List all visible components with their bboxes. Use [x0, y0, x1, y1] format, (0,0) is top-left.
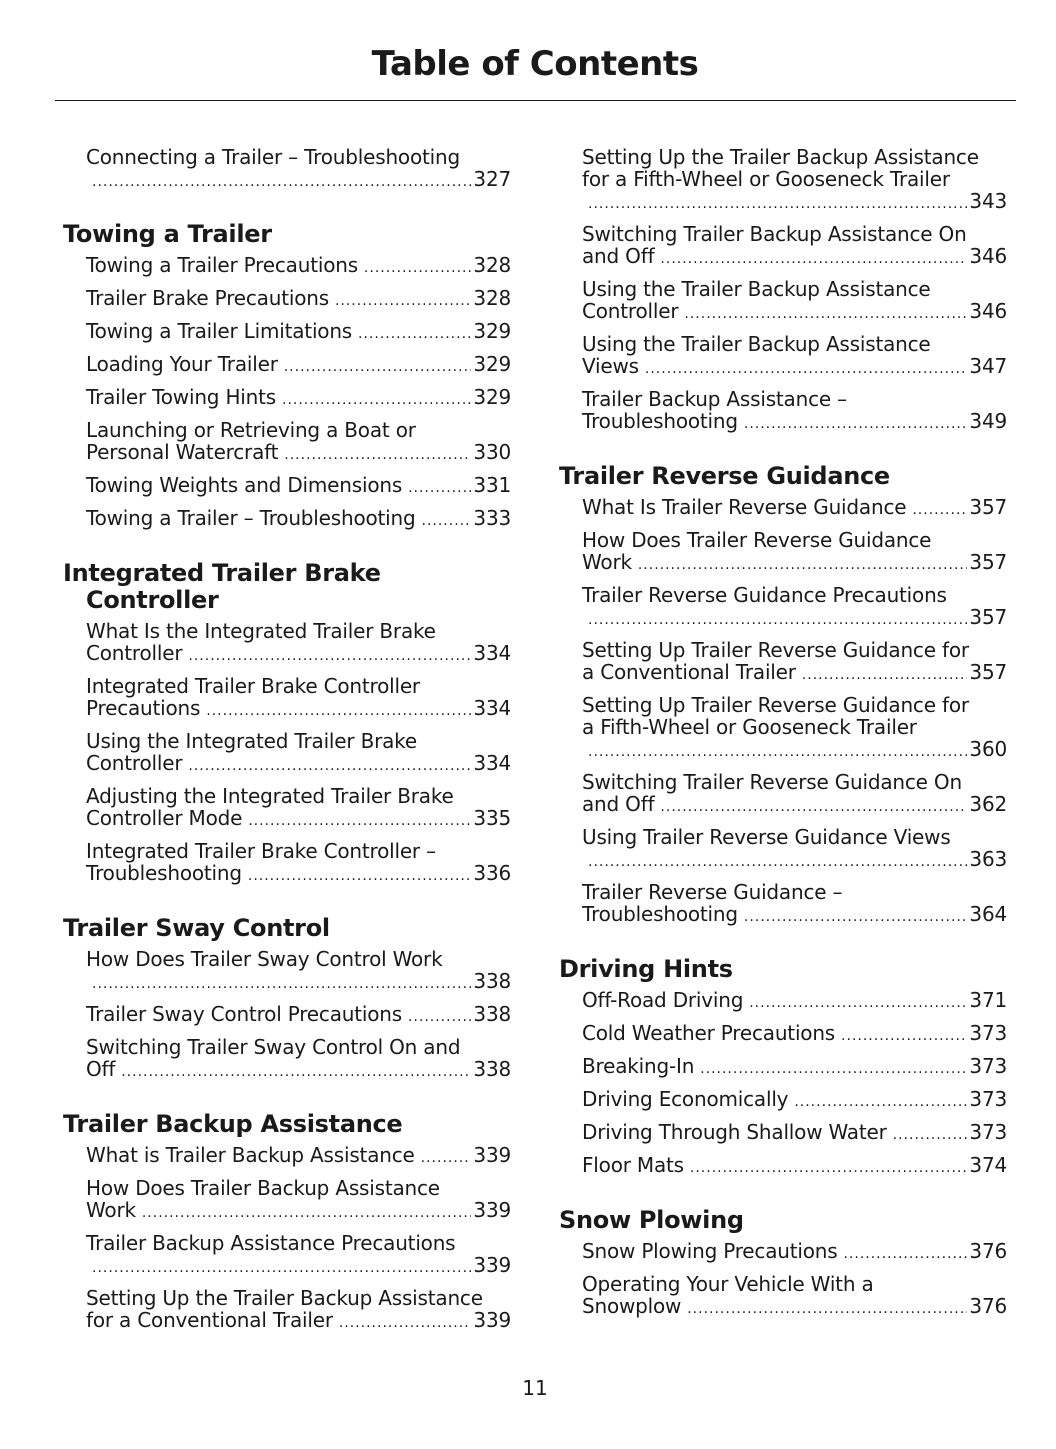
toc-entry-title: Off-Road Driving [582, 988, 744, 1012]
toc-line [582, 551, 1007, 576]
toc-entry-title: Driving Economically [582, 1087, 789, 1111]
toc-entry-title-cont: for a Fifth-Wheel or Gooseneck Trailer [582, 167, 950, 191]
toc-page-number: 333 [473, 506, 511, 530]
toc-leader-dots [188, 755, 471, 777]
toc-page-number: 338 [473, 969, 511, 993]
toc-line [86, 168, 511, 193]
toc-entry[interactable] [559, 771, 1007, 818]
toc-entry[interactable] [559, 639, 1007, 686]
section-heading: Trailer Sway Control [63, 914, 330, 942]
toc-leader-dots [700, 1058, 967, 1080]
toc-entry-title: Switching Trailer Backup Assistance On [582, 222, 967, 246]
toc-line [582, 989, 1007, 1014]
toc-leader-dots [92, 171, 471, 193]
toc-leader-dots [421, 1147, 472, 1169]
toc-entry-title: Controller [86, 641, 183, 665]
toc-page-number: 373 [969, 1054, 1007, 1078]
toc-entry-title: Controller [86, 751, 183, 775]
toc-entry-title: Floor Mats [582, 1153, 684, 1177]
toc-page-number: 334 [473, 751, 511, 775]
toc-line [86, 474, 511, 499]
toc-entry[interactable] [559, 333, 1007, 380]
toc-leader-dots [335, 290, 471, 312]
toc-leader-dots [284, 444, 471, 466]
toc-page-number: 347 [969, 354, 1007, 378]
toc-entry[interactable] [559, 1240, 1007, 1265]
toc-entry-title: Precautions [86, 696, 201, 720]
toc-entry-title: Trailer Backup Assistance – [582, 387, 847, 411]
toc-entry-title: Personal Watercraft [86, 440, 279, 464]
toc-line [582, 1121, 1007, 1146]
toc-leader-dots [843, 1243, 967, 1265]
toc-entry-title: a Conventional Trailer [582, 660, 796, 684]
toc-entry-title: Switching Trailer Sway Control On and [86, 1035, 461, 1059]
toc-line [582, 606, 1007, 631]
toc-line [86, 862, 511, 887]
toc-entry-title: Controller Mode [86, 806, 243, 830]
toc-entry-title: Snowplow [582, 1294, 682, 1318]
toc-entry-title: Breaking-In [582, 1054, 695, 1078]
toc-leader-dots [645, 358, 968, 380]
toc-page-number: 338 [473, 1057, 511, 1081]
toc-entry-title: Using the Trailer Backup Assistance [582, 277, 931, 301]
toc-entry-title: Integrated Trailer Brake Controller – [86, 839, 436, 863]
toc-entry[interactable] [63, 507, 511, 532]
toc-leader-dots [794, 1091, 967, 1113]
toc-page-number: 357 [969, 550, 1007, 574]
toc-entry[interactable] [63, 948, 511, 995]
toc-page-number: 373 [969, 1021, 1007, 1045]
toc-entry-title: Trailer Brake Precautions [86, 286, 329, 310]
toc-entry[interactable] [63, 1287, 511, 1334]
toc-page-number: 349 [969, 409, 1007, 433]
toc-page-number: 327 [473, 167, 511, 191]
toc-leader-dots [588, 609, 967, 631]
toc-line [86, 697, 511, 722]
toc-entry[interactable] [63, 840, 511, 887]
section-heading: Driving Hints [559, 955, 733, 983]
toc-entry-title: Loading Your Trailer [86, 352, 278, 376]
toc-line [582, 661, 1007, 686]
toc-entry[interactable] [63, 785, 511, 832]
toc-entry-title: How Does Trailer Sway Control Work [86, 947, 443, 971]
toc-entry-title: Setting Up the Trailer Backup Assistance [86, 1286, 483, 1310]
toc-leader-dots [638, 554, 968, 576]
toc-page-number: 373 [969, 1087, 1007, 1111]
toc-entry-title: What is Trailer Backup Assistance [86, 1143, 415, 1167]
toc-line [582, 1055, 1007, 1080]
toc-page-number: 343 [969, 189, 1007, 213]
toc-entry[interactable] [559, 1022, 1007, 1047]
toc-leader-dots [248, 865, 472, 887]
toc-leader-dots [588, 851, 967, 873]
toc-entry[interactable] [63, 675, 511, 722]
toc-entry[interactable] [559, 1154, 1007, 1179]
toc-entry-title: Using Trailer Reverse Guidance Views [582, 825, 951, 849]
section-heading: Trailer Reverse Guidance [559, 462, 890, 490]
toc-entry-title: Trailer Backup Assistance Precautions [86, 1231, 456, 1255]
toc-entry[interactable] [63, 287, 511, 312]
section-trailer-backup-assistance [63, 1111, 511, 1334]
toc-entry[interactable] [63, 620, 511, 667]
toc-line [86, 386, 511, 411]
toc-line [582, 1240, 1007, 1265]
section-integrated-trailer-brake-controller [63, 560, 511, 887]
toc-page-number: 329 [473, 352, 511, 376]
toc-page-number: 364 [969, 902, 1007, 926]
section-trailer-sway-control [63, 915, 511, 1083]
toc-entry-title: Trailer Towing Hints [86, 385, 276, 409]
toc-entry[interactable] [63, 474, 511, 499]
toc-entry-title: How Does Trailer Reverse Guidance [582, 528, 932, 552]
toc-line [582, 355, 1007, 380]
toc-page-number: 331 [473, 473, 511, 497]
toc-entry-title: Trailer Reverse Guidance – [582, 880, 843, 904]
toc-entry-title: Adjusting the Integrated Trailer Brake [86, 784, 454, 808]
toc-leader-dots [92, 973, 471, 995]
toc-page-number: 363 [969, 847, 1007, 871]
toc-entry[interactable] [559, 1273, 1007, 1320]
toc-entry-title: for a Conventional Trailer [86, 1308, 333, 1332]
toc-line [582, 190, 1007, 215]
toc-leader-dots [690, 1157, 968, 1179]
toc-line [582, 300, 1007, 325]
section-heading: Towing a Trailer [63, 220, 272, 248]
toc-leader-dots [687, 1298, 967, 1320]
section-heading: Snow Plowing [559, 1206, 744, 1234]
toc-line [86, 254, 511, 279]
toc-entry-title: Setting Up Trailer Reverse Guidance for [582, 638, 969, 662]
toc-entry[interactable] [559, 146, 1007, 215]
toc-page-number: 335 [473, 806, 511, 830]
toc-entry-title: Setting Up Trailer Reverse Guidance for [582, 693, 969, 717]
toc-line [582, 1022, 1007, 1047]
toc-entry-title: Switching Trailer Reverse Guidance On [582, 770, 962, 794]
toc-entry-title: Controller [582, 299, 679, 323]
toc-entry-title: Views [582, 354, 639, 378]
toc-line [582, 848, 1007, 873]
toc-line [582, 793, 1007, 818]
toc-leader-dots [912, 499, 967, 521]
toc-line [582, 903, 1007, 928]
toc-leader-dots [660, 796, 967, 818]
toc-entry-title: Troubleshooting [86, 861, 242, 885]
toc-page-number: 339 [473, 1253, 511, 1277]
toc-entry-title: Using the Trailer Backup Assistance [582, 332, 931, 356]
toc-line [86, 1199, 511, 1224]
toc-line [86, 1254, 511, 1279]
toc-entry-title: Driving Through Shallow Water [582, 1120, 887, 1144]
toc-entry-title: Troubleshooting [582, 902, 738, 926]
toc-line [86, 441, 511, 466]
toc-leader-dots [364, 257, 472, 279]
toc-line [86, 1144, 511, 1169]
toc-entry-title: Towing a Trailer Limitations [86, 319, 353, 343]
section-towing-a-trailer [63, 221, 511, 532]
toc-entry[interactable] [559, 529, 1007, 576]
toc-leader-dots [408, 477, 471, 499]
toc-entry[interactable] [63, 254, 511, 279]
toc-entry-title: Towing a Trailer Precautions [86, 253, 358, 277]
toc-leader-dots [588, 193, 967, 215]
toc-line [86, 507, 511, 532]
toc-page-number: 329 [473, 385, 511, 409]
toc-leader-dots [684, 303, 967, 325]
toc-page-number: 376 [969, 1294, 1007, 1318]
toc-page-number: 357 [969, 605, 1007, 629]
toc-line [86, 1003, 511, 1028]
toc-entry-title: Setting Up the Trailer Backup Assistance [582, 145, 979, 169]
toc-entry-title: Integrated Trailer Brake Controller [86, 674, 420, 698]
toc-entry[interactable] [63, 419, 511, 466]
toc-entry-title: Trailer Sway Control Precautions [86, 1002, 402, 1026]
toc-leader-dots [802, 664, 968, 686]
toc-entry-title: Connecting a Trailer – Troubleshooting [86, 145, 460, 169]
toc-leader-dots [206, 700, 471, 722]
toc-page-number: 357 [969, 495, 1007, 519]
toc-entry-title: Trailer Reverse Guidance Precautions [582, 583, 947, 607]
section-intro [63, 146, 511, 193]
toc-entry[interactable] [63, 1036, 511, 1083]
toc-line [582, 496, 1007, 521]
toc-page-number: 330 [473, 440, 511, 464]
toc-entry-title: Using the Integrated Trailer Brake [86, 729, 417, 753]
toc-line [86, 353, 511, 378]
right-column [559, 146, 1007, 1328]
toc-page-number: 374 [969, 1153, 1007, 1177]
toc-leader-dots [339, 1312, 472, 1334]
section-snow-plowing [559, 1207, 1007, 1320]
toc-leader-dots [744, 906, 968, 928]
toc-entry[interactable] [559, 881, 1007, 928]
page-title: Table of Contents [371, 44, 699, 84]
toc-entry[interactable] [559, 1055, 1007, 1080]
toc-page-number: 339 [473, 1198, 511, 1222]
toc-entry[interactable] [559, 1088, 1007, 1113]
toc-entry[interactable] [63, 730, 511, 777]
toc-page-number: 338 [473, 1002, 511, 1026]
toc-entry-title: What Is the Integrated Trailer Brake [86, 619, 436, 643]
toc-page-number: 339 [473, 1143, 511, 1167]
toc-page-number: 357 [969, 660, 1007, 684]
toc-entry-title: Off [86, 1057, 116, 1081]
toc-leader-dots [358, 323, 471, 345]
toc-page-number: 336 [473, 861, 511, 885]
toc-entry-title: Troubleshooting [582, 409, 738, 433]
toc-entry[interactable] [559, 1121, 1007, 1146]
section-driving-hints [559, 956, 1007, 1179]
toc-line [582, 410, 1007, 435]
toc-page-number: 328 [473, 253, 511, 277]
toc-line [86, 807, 511, 832]
toc-leader-dots [588, 741, 967, 763]
toc-entry-title: Snow Plowing Precautions [582, 1239, 838, 1263]
toc-entry[interactable] [63, 1177, 511, 1224]
toc-page-number: 371 [969, 988, 1007, 1012]
section-trailer-reverse-guidance [559, 463, 1007, 928]
toc-entry-title: and Off [582, 244, 655, 268]
toc-entry-title: Operating Your Vehicle With a [582, 1272, 874, 1296]
toc-leader-dots [749, 992, 967, 1014]
toc-leader-dots [422, 510, 472, 532]
toc-entry-title: Cold Weather Precautions [582, 1021, 836, 1045]
toc-line [582, 1295, 1007, 1320]
toc-entry-title: How Does Trailer Backup Assistance [86, 1176, 440, 1200]
toc-entry[interactable] [63, 320, 511, 345]
toc-entry[interactable] [63, 146, 511, 193]
toc-leader-dots [744, 413, 968, 435]
toc-line [582, 738, 1007, 763]
section-backup-continued [559, 146, 1007, 435]
toc-leader-dots [408, 1006, 471, 1028]
toc-entry-title: Towing a Trailer – Troubleshooting [86, 506, 416, 530]
toc-entry[interactable] [559, 496, 1007, 521]
toc-line [86, 320, 511, 345]
toc-entry[interactable] [63, 353, 511, 378]
left-column [63, 146, 511, 1342]
toc-line [86, 970, 511, 995]
toc-entry[interactable] [559, 826, 1007, 873]
toc-line [86, 287, 511, 312]
toc-leader-dots [92, 1257, 471, 1279]
toc-leader-dots [248, 810, 471, 832]
toc-leader-dots [660, 248, 967, 270]
toc-page-number: 346 [969, 299, 1007, 323]
toc-leader-dots [142, 1202, 472, 1224]
toc-entry-title: Launching or Retrieving a Boat or [86, 418, 416, 442]
toc-entry[interactable] [63, 1232, 511, 1279]
toc-page-number: 334 [473, 696, 511, 720]
toc-entry[interactable] [559, 388, 1007, 435]
toc-line [86, 1058, 511, 1083]
toc-entry-title: Towing Weights and Dimensions [86, 473, 403, 497]
toc-page-number: 373 [969, 1120, 1007, 1144]
toc-line [582, 245, 1007, 270]
toc-leader-dots [121, 1061, 471, 1083]
toc-page-number: 339 [473, 1308, 511, 1332]
toc-entry[interactable] [559, 223, 1007, 270]
toc-entry[interactable] [63, 386, 511, 411]
toc-leader-dots [841, 1025, 967, 1047]
toc-leader-dots [282, 389, 471, 411]
toc-page-number: 362 [969, 792, 1007, 816]
toc-leader-dots [893, 1124, 968, 1146]
toc-entry[interactable] [63, 1003, 511, 1028]
toc-entry[interactable] [559, 584, 1007, 631]
toc-page-number: 360 [969, 737, 1007, 761]
title-divider [55, 100, 1016, 101]
toc-line [86, 752, 511, 777]
toc-leader-dots [188, 645, 471, 667]
toc-line [582, 1088, 1007, 1113]
toc-entry[interactable] [559, 278, 1007, 325]
toc-page-number: 328 [473, 286, 511, 310]
toc-page-number: 334 [473, 641, 511, 665]
toc-entry-title: and Off [582, 792, 655, 816]
toc-leader-dots [284, 356, 472, 378]
toc-page-number: 329 [473, 319, 511, 343]
toc-entry[interactable] [559, 989, 1007, 1014]
toc-entry-title: What Is Trailer Reverse Guidance [582, 495, 907, 519]
toc-line [582, 1154, 1007, 1179]
toc-entry[interactable] [63, 1144, 511, 1169]
section-heading: Integrated Trailer Brake Controller [63, 559, 381, 614]
toc-entry[interactable] [559, 694, 1007, 763]
toc-line [86, 642, 511, 667]
toc-page-number: 376 [969, 1239, 1007, 1263]
section-heading: Trailer Backup Assistance [63, 1110, 403, 1138]
toc-entry-title-cont: a Fifth-Wheel or Gooseneck Trailer [582, 715, 917, 739]
toc-entry-title: Work [582, 550, 632, 574]
page-number: 11 [522, 1376, 548, 1400]
toc-entry-title: Work [86, 1198, 136, 1222]
toc-line [86, 1309, 511, 1334]
toc-page-number: 346 [969, 244, 1007, 268]
